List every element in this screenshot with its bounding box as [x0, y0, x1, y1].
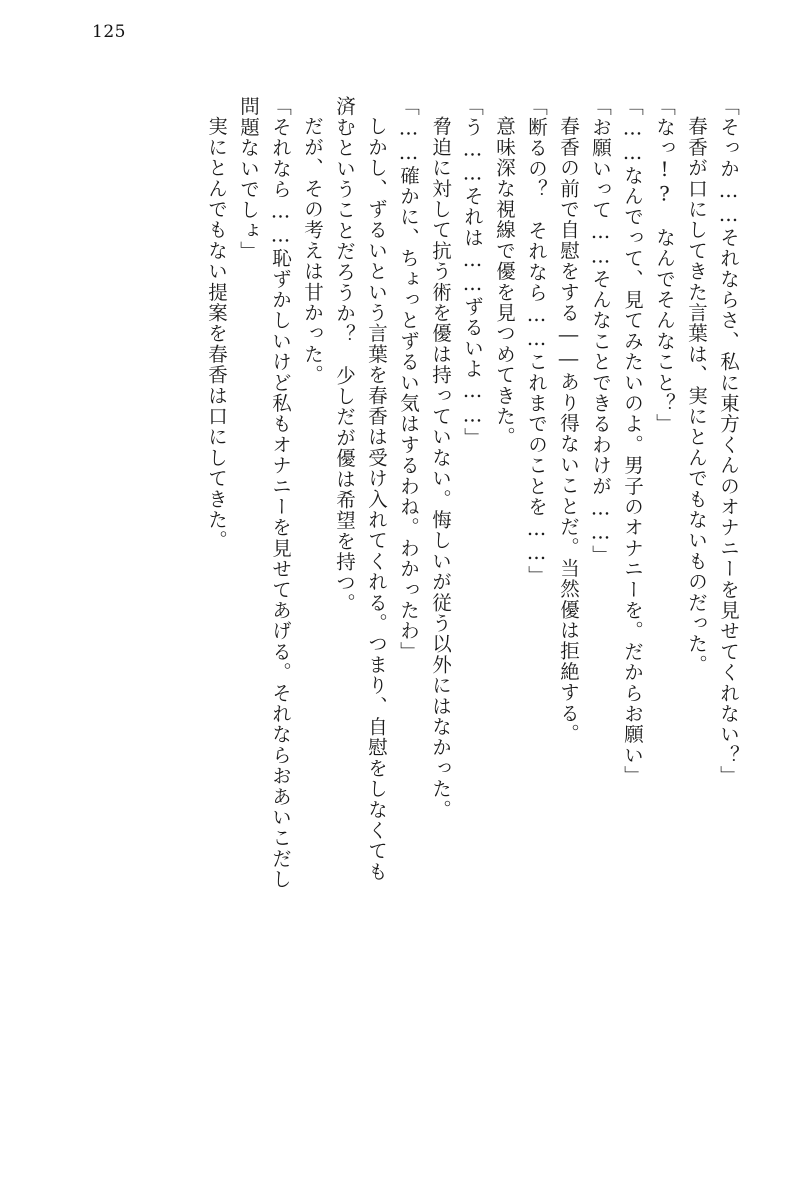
- paragraph: 春香の前で自慰をする――あり得ないことだ。当然優は拒絶する。: [557, 116, 580, 744]
- paragraph: 「う……それは……ずるいよ……」: [461, 96, 484, 449]
- paragraph: 「なっ!? なんでそんなこと？」: [653, 96, 676, 435]
- paragraph: 「それなら……恥ずかしいけど私もオナニーを見せてあげる。それならおあいこだし: [269, 96, 292, 890]
- paragraph: 済むということだろうか？ 少しだが優は希望を持つ。: [333, 96, 356, 614]
- paragraph: 「……確かに、ちょっとずるい気はするわね。わかったわ」: [397, 96, 420, 662]
- paragraph: 「……なんでって、見てみたいのよ。男子のオナニーを。だからお願い」: [621, 96, 644, 787]
- paragraph: 意味深な視線で優を見つめてきた。: [493, 116, 516, 448]
- paragraph: だが、その考えは甘かった。: [301, 116, 324, 386]
- page-text-body: [44, 96, 744, 1146]
- paragraph: しかし、ずるいという言葉を春香は受け入れてくれる。つまり、自慰をしなくても: [365, 116, 388, 882]
- paragraph: 問題ないでしょ」: [237, 96, 260, 262]
- paragraph: 「お願いって……そんなことできるわけが……」: [589, 96, 612, 566]
- paragraph: 脅迫に対して抗う術を優は持っていない。悔しいが従う以外にはなかった。: [429, 116, 452, 820]
- paragraph: 実にとんでもない提案を春香は口にしてきた。: [205, 116, 228, 551]
- page-number: 125: [92, 22, 126, 42]
- paragraph: 「そっか……それならさ、私に東方くんのオナニーを見せてくれない？」: [717, 96, 740, 787]
- paragraph: 「断るの？ それなら……これまでのことを……」: [525, 96, 548, 587]
- paragraph: 春香が口にしてきた言葉は、実にとんでもないものだった。: [685, 116, 708, 675]
